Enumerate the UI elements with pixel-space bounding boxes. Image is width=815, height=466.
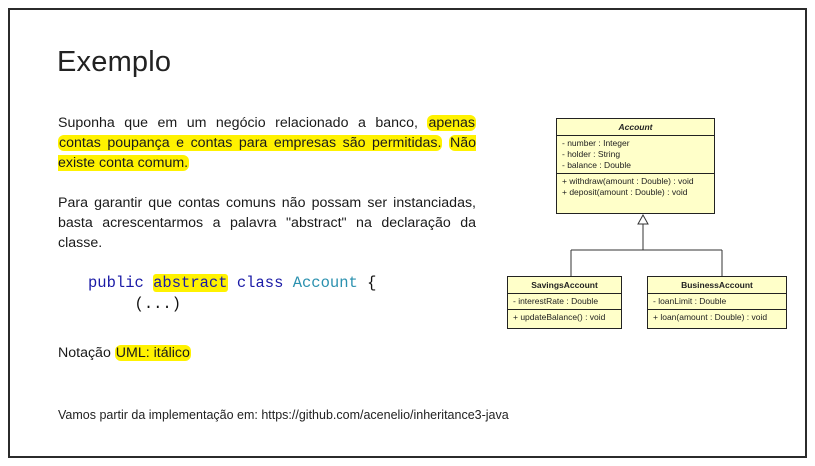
slide-title: Exemplo: [57, 46, 172, 78]
highlight-allowed-accounts: contas poupança e contas para empresas são permitidas.: [59, 135, 442, 151]
uml-class-name: BusinessAccount: [648, 277, 786, 294]
uml-class-business-account: [647, 276, 787, 329]
notation-line: [58, 345, 191, 361]
uml-attributes: [557, 136, 714, 173]
uml-attribute: - interestRate : Double: [513, 296, 599, 306]
paragraph-requirements: [58, 113, 476, 173]
uml-method: + deposit(amount : Double) : void: [562, 187, 688, 197]
code-body: (...): [134, 295, 182, 313]
uml-methods: [557, 173, 714, 200]
uml-methods: [648, 309, 786, 325]
uml-class-name: Account: [557, 119, 714, 136]
uml-attribute: - number : Integer: [562, 138, 630, 148]
code-open-brace: {: [367, 274, 377, 292]
uml-attribute: - holder : String: [562, 149, 621, 159]
uml-method: + loan(amount : Double) : void: [653, 312, 768, 322]
uml-method: + updateBalance() : void: [513, 312, 606, 322]
uml-attribute: - balance : Double: [562, 160, 631, 170]
paragraph-abstract-explanation: Para garantir que contas comuns não possam ser instanciadas, basta acrescentarmos a palavra "abstract" na declaração da classe.: [58, 195, 476, 251]
notation-prefix: Notação: [58, 345, 115, 361]
uml-class-account: [556, 118, 715, 214]
code-keyword-class: class: [236, 274, 284, 292]
uml-attribute: - loanLimit : Double: [653, 296, 727, 306]
highlight-no-common-account: Não existe conta comum.: [58, 135, 476, 171]
highlight-uml-italic: UML: itálico: [115, 345, 190, 361]
uml-attributes: [648, 294, 786, 309]
uml-attributes: [508, 294, 621, 309]
uml-class-name: SavingsAccount: [508, 277, 621, 294]
code-keyword-abstract: abstract: [153, 274, 228, 292]
code-snippet: [88, 273, 376, 315]
code-class-name: Account: [292, 274, 358, 292]
footer-link-text: Vamos partir da implementação em: https://github.com/acenelio/inheritance3-java: [58, 408, 509, 422]
highlight-apenas: apenas: [428, 115, 475, 131]
code-keyword-public: public: [88, 274, 144, 292]
paragraph-requirements-text: Suponha que em um negócio relacionado a banco,: [58, 115, 428, 131]
uml-method: + withdraw(amount : Double) : void: [562, 176, 694, 186]
uml-class-savings-account: [507, 276, 622, 329]
uml-methods: [508, 309, 621, 325]
